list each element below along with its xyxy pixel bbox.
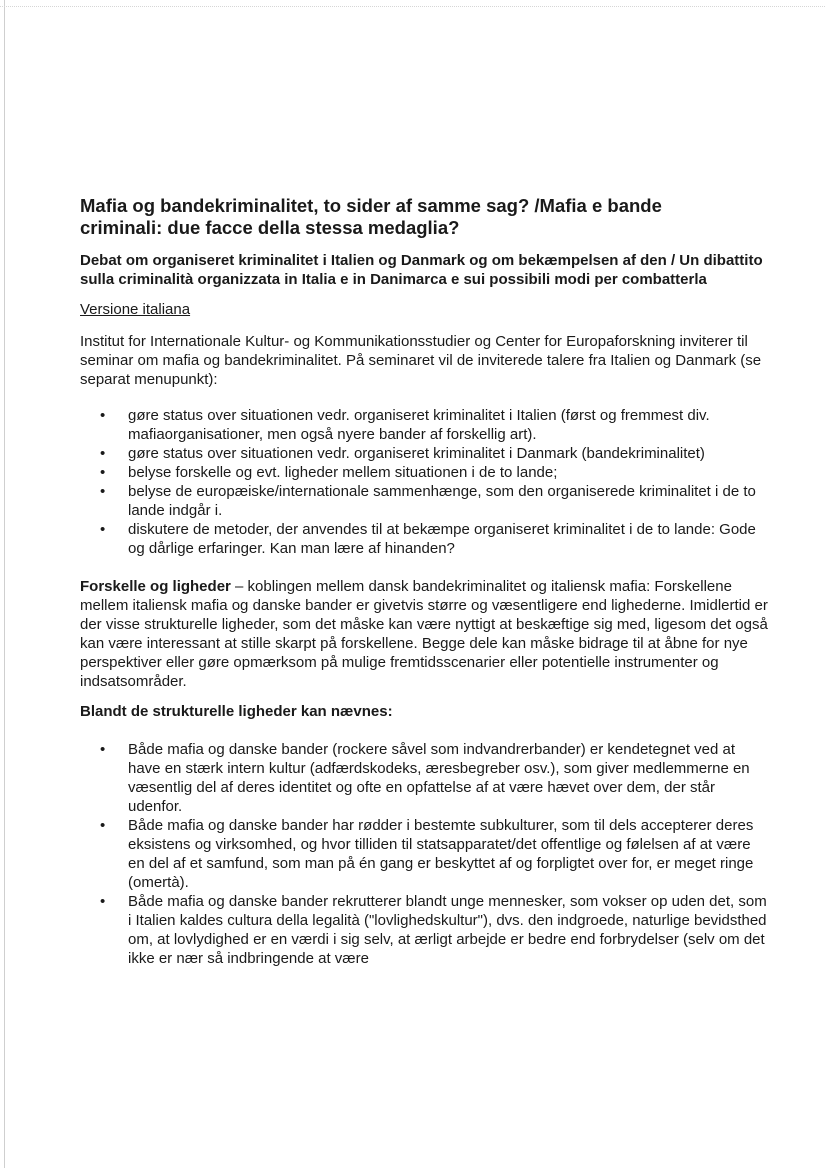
ligheder-heading: Blandt de strukturelle ligheder kan nævnes: <box>80 703 393 720</box>
scan-edge <box>4 0 5 1168</box>
list-item: • Både mafia og danske bander har rødder i bestemte subkulturer, som til dels accepterer deres eksistens og virksomhed, og hvor tilliden til statsapparatet/det offentlige og følelsen af at være en del af et samfund, som man på én gang er beskyttet af og forpligtet over for, er meget ringe (omertà). <box>80 816 770 892</box>
list-item: • gøre status over situationen vedr. organiseret kriminalitet i Italien (først og fremmest div. mafiaorganisationer, men også nyere bander af forskellig art). <box>80 406 770 444</box>
document-subtitle: Debat om organiseret kriminalitet i Italien og Danmark og om bekæmpelsen af den / Un dibattito sulla criminalità organizzata in Italia e in Danimarca e sui possibili modi per combatterla <box>80 252 763 288</box>
list-item: • Både mafia og danske bander rekrutterer blandt unge mennesker, som vokser op uden det, som i Italien kaldes cultura della legalità ("lovlighedskultur"), dvs. den indgroede, naturlige bevidsthed om, at lovlydighed er en værdi i sig selv, at ærligt arbejde er bedre end forbrydelser (selv om det ikke er nær så indbringende at være <box>80 892 770 968</box>
list-item: • belyse de europæiske/internationale sammenhænge, som den organiserede kriminalitet i de to lande indgår i. <box>80 482 770 520</box>
forskelle-paragraph <box>80 577 770 691</box>
list-item: • Både mafia og danske bander (rockere såvel som indvandrerbander) er kendetegnet ved at have en stærk intern kultur (adfærdskodeks, æresbegreber osv.), som giver medlemmerne en væsentlig del af deres identitet og ofte en opfattelse af at være hævet over dem, der står udenfor. <box>80 740 770 816</box>
ligheder-list <box>80 740 770 968</box>
forskelle-heading: Forskelle og ligheder <box>80 578 231 595</box>
intro-paragraph: Institut for Internationale Kultur- og Kommunikationsstudier og Center for Europaforskning inviterer til seminar om mafia og bandekriminalitet. På seminaret vil de inviterede talere fra Italien og Danmark (se separat menupunkt): <box>80 333 762 388</box>
forskelle-text: – koblingen mellem dansk bandekriminalitet og italiensk mafia: Forskellene mellem italiensk mafia og danske bander er givetvis større og væsentligere end lighederne. Imidlertid er der visse strukturelle ligheder, som det måske kan være nyttigt at beskæftige sig med, ligesom det også kan være interessant at stille skarpt på forskellene. Begge dele kan måske bidrage til at åbne for nye perspektiver eller gøre opmærksom på mulige fremtidsscenarier eller potentielle instrumenter og indsatsområder. <box>80 578 768 690</box>
list-item: • belyse forskelle og evt. ligheder mellem situationen i de to lande; <box>80 463 770 482</box>
document-title: Mafia og bandekriminalitet, to sider af samme sag? /Mafia e bande criminali: due facce della stessa medaglia? <box>80 195 662 238</box>
scan-edge-top <box>0 6 825 8</box>
document-page <box>80 195 770 968</box>
list-item: • diskutere de metoder, der anvendes til at bekæmpe organiseret kriminalitet i de to lande: Gode og dårlige erfaringer. Kan man lære af hinanden? <box>80 520 770 558</box>
italian-version-link[interactable]: Versione italiana <box>80 301 191 318</box>
agenda-list <box>80 406 770 558</box>
list-item: • gøre status over situationen vedr. organiseret kriminalitet i Danmark (bandekriminalitet) <box>80 444 770 463</box>
